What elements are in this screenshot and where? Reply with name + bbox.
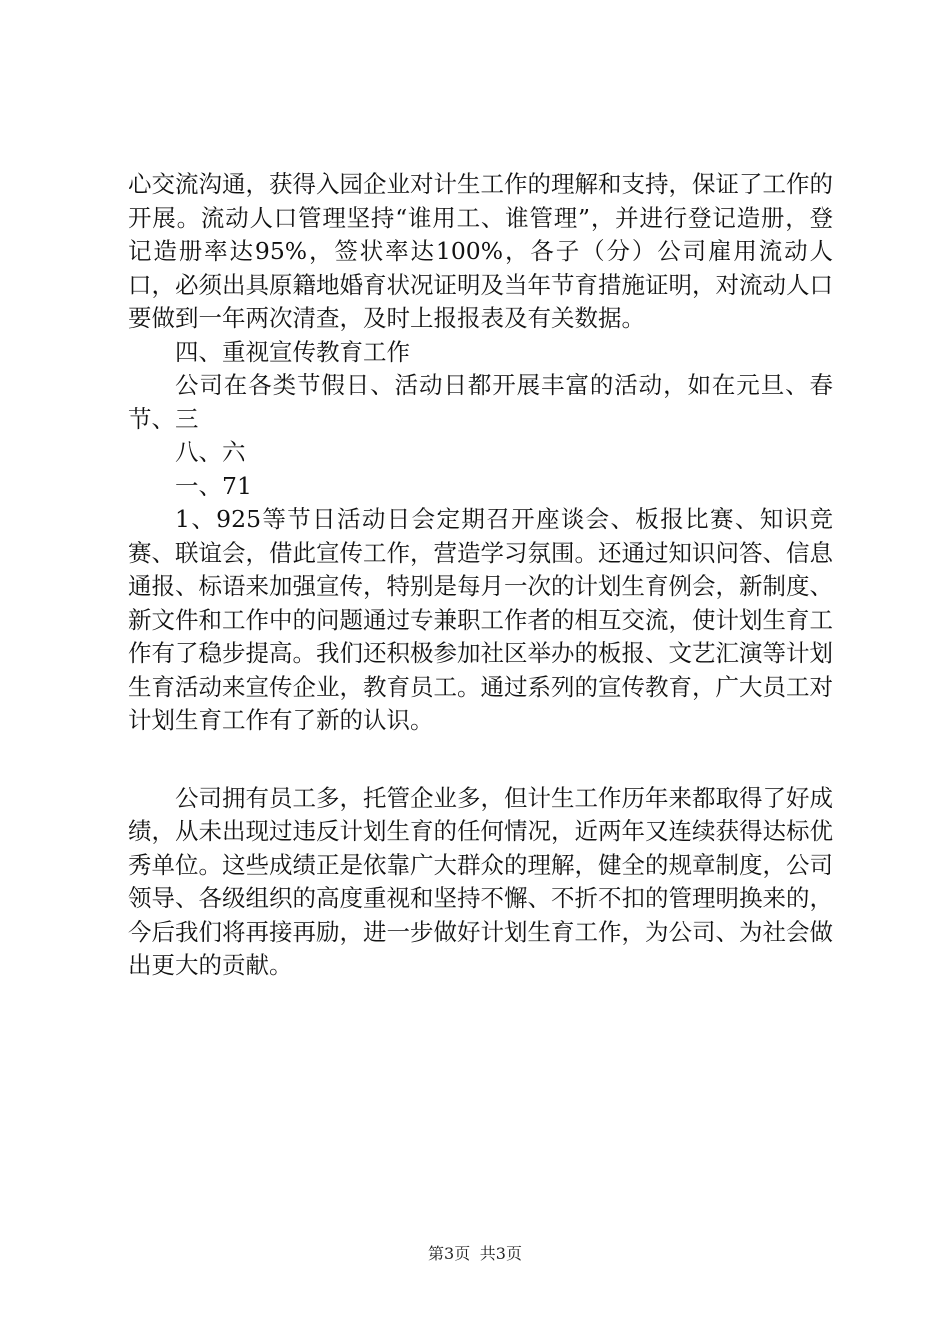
paragraph-fragment-b: 一、71 [175, 471, 252, 500]
document-body [128, 168, 833, 983]
paragraph-holiday-activities: 公司在各类节假日、活动日都开展丰富的活动，如在元旦、春节、三 [128, 371, 833, 433]
paragraph-spacer [128, 738, 833, 782]
paragraph-publicity-details: 1、925等节日活动日会定期召开座谈会、板报比赛、知识竞赛、联谊会，借此宣传工作，营造学习氛围。还通过知识问答、信息通报、标语来加强宣传，特别是每月一次的计划生育例会，新制度、新文件和工作中的问题通过专兼职工作者的相互交流，使计划生育工作有了稳步提高。我们还积极参加社区举办的板报、文艺汇演等计划生育活动来宣传企业，教育员工。通过系列的宣传教育，广大员工对计划生育工作有了新的认识。 [128, 505, 833, 734]
page-footer [0, 1244, 950, 1264]
paragraph-conclusion: 公司拥有员工多，托管企业多，但计生工作历年来都取得了好成绩，从未出现过违反计划生育的任何情况，近两年又连续获得达标优秀单位。这些成绩正是依靠广大群众的理解，健全的规章制度，公司领导、各级组织的高度重视和坚持不懈、不折不扣的管理明换来的，今后我们将再接再励，进一步做好计划生育工作，为公司、为社会做出更大的贡献。 [128, 783, 833, 979]
section-heading-publicity: 四、重视宣传教育工作 [175, 337, 410, 366]
paragraph-migrant-management: 心交流沟通，获得入园企业对计生工作的理解和支持，保证了工作的开展。流动人口管理坚持“谁用工、谁管理”，并进行登记造册，登记造册率达95%，签状率达100%，各子（分）公司雇用流动人口，必须出具原籍地婚育状况证明及当年节育措施证明，对流动人口要做到一年两次清查，及时上报报表及有关数据。 [128, 170, 833, 332]
paragraph-fragment-a: 八、六 [175, 438, 246, 466]
page-number: 第3页 [428, 1244, 471, 1263]
page-total: 共3页 [479, 1244, 522, 1263]
